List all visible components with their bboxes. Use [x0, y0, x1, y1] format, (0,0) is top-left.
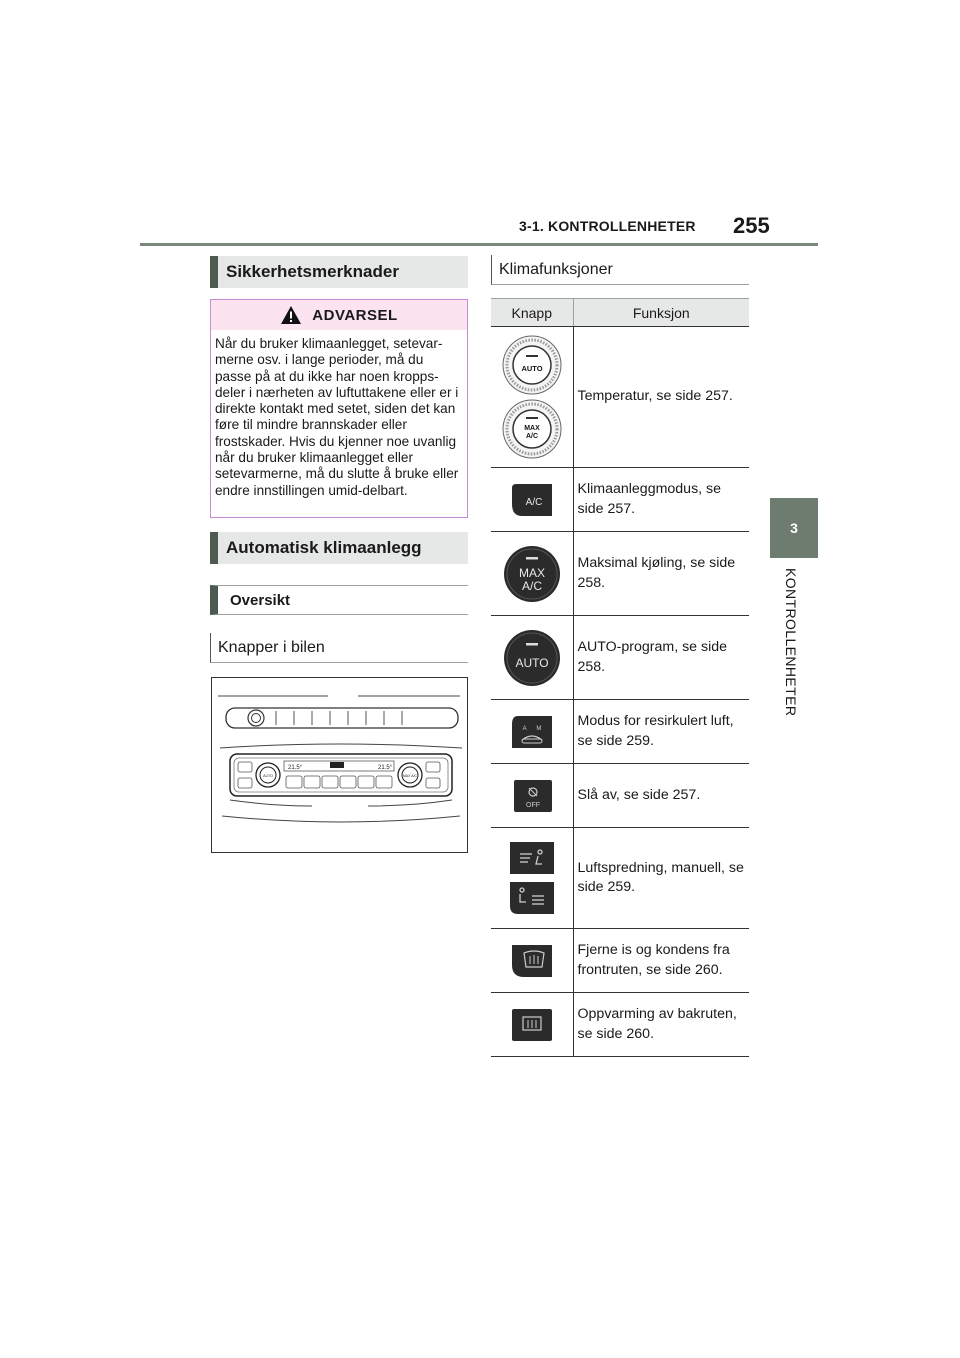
recirculation-button-icon — [491, 700, 573, 764]
page-number: 255 — [733, 213, 770, 238]
function-text: Slå av, se side 257. — [573, 764, 749, 828]
svg-text:OFF: OFF — [525, 801, 540, 809]
function-text: Maksimal kjøling, se side 258. — [573, 532, 749, 616]
table-row — [491, 468, 749, 532]
svg-text:AUTO: AUTO — [521, 364, 543, 373]
safety-heading: Sikkerhetsmerknader — [210, 256, 468, 288]
panel-knob-left-label: AUTO — [263, 774, 273, 778]
table-row — [491, 700, 749, 764]
climate-panel-illustration — [211, 677, 468, 853]
chapter-label: KONTROLLENHETER — [783, 568, 799, 717]
max-ac-button-icon — [491, 532, 573, 616]
function-text: Oppvarming av bakruten, se side 260. — [573, 993, 749, 1057]
svg-text:MAX: MAX — [518, 565, 545, 580]
chapter-tab: 3 — [770, 498, 818, 558]
svg-text:A/C: A/C — [525, 433, 538, 440]
svg-text:MAX: MAX — [523, 425, 540, 432]
panel-temp-right: 21.5° — [378, 765, 393, 771]
svg-text:A/C: A/C — [525, 496, 543, 508]
function-text: Fjerne is og kondens fra frontruten, se side 260. — [573, 929, 749, 993]
column-header-function: Funksjon — [573, 299, 749, 327]
ac-button-icon — [491, 468, 573, 532]
function-text: Klimaanleggmodus, se side 257. — [573, 468, 749, 532]
climate-functions-table — [491, 298, 749, 1057]
table-row — [491, 828, 749, 929]
function-text: Modus for resirkulert luft, se side 259. — [573, 700, 749, 764]
header-divider — [140, 243, 818, 246]
svg-text:AUTO: AUTO — [515, 655, 549, 670]
warning-title: ADVARSEL — [312, 306, 398, 324]
warning-header — [211, 300, 467, 330]
panel-temp-left: 21.5° — [288, 765, 303, 771]
section-title: 3-1. KONTROLLENHETER — [519, 218, 696, 234]
warning-triangle-icon — [280, 305, 302, 325]
front-defrost-button-icon — [491, 929, 573, 993]
auto-climate-heading: Automatisk klimaanlegg — [210, 532, 468, 564]
svg-text:A/C: A/C — [521, 578, 542, 593]
temperature-knob-icon — [491, 327, 573, 468]
buttons-heading: Knapper i bilen — [210, 633, 468, 663]
warning-text: Når du bruker klimaanlegget, setevar-merne osv. i lange perioder, må du passe på at du ikke har noen kropps-deler i nærheten av luftuttakene eller er i direkte kontakt med setet, siden det kan føre til mindre brannskader eller frostskader. Hvis du kjenner noe uvanlig når du bruker klimaanlegget eller setevarmerne, må du slutte å bruke eller endre innstillingen umid-delbart. — [215, 336, 459, 498]
fan-off-button-icon — [491, 764, 573, 828]
table-row — [491, 616, 749, 700]
column-header-button: Knapp — [491, 299, 573, 327]
table-row — [491, 327, 749, 468]
table-row — [491, 764, 749, 828]
function-text: Luftspredning, manuell, se side 259. — [573, 828, 749, 929]
table-row — [491, 532, 749, 616]
rear-defrost-button-icon — [491, 993, 573, 1057]
climate-functions-heading: Klimafunksjoner — [491, 255, 749, 285]
panel-knob-right-label: MAX A/C — [402, 774, 418, 778]
table-row — [491, 929, 749, 993]
overview-heading: Oversikt — [210, 585, 468, 615]
air-distribution-button-icon — [491, 828, 573, 929]
svg-text:A M: A M — [522, 725, 542, 732]
function-text: Temperatur, se side 257. — [573, 327, 749, 468]
table-header-row — [491, 299, 749, 327]
warning-box — [210, 299, 468, 518]
auto-button-icon — [491, 616, 573, 700]
dashboard-drawing — [212, 678, 467, 852]
function-text: AUTO-program, se side 258. — [573, 616, 749, 700]
table-row — [491, 993, 749, 1057]
